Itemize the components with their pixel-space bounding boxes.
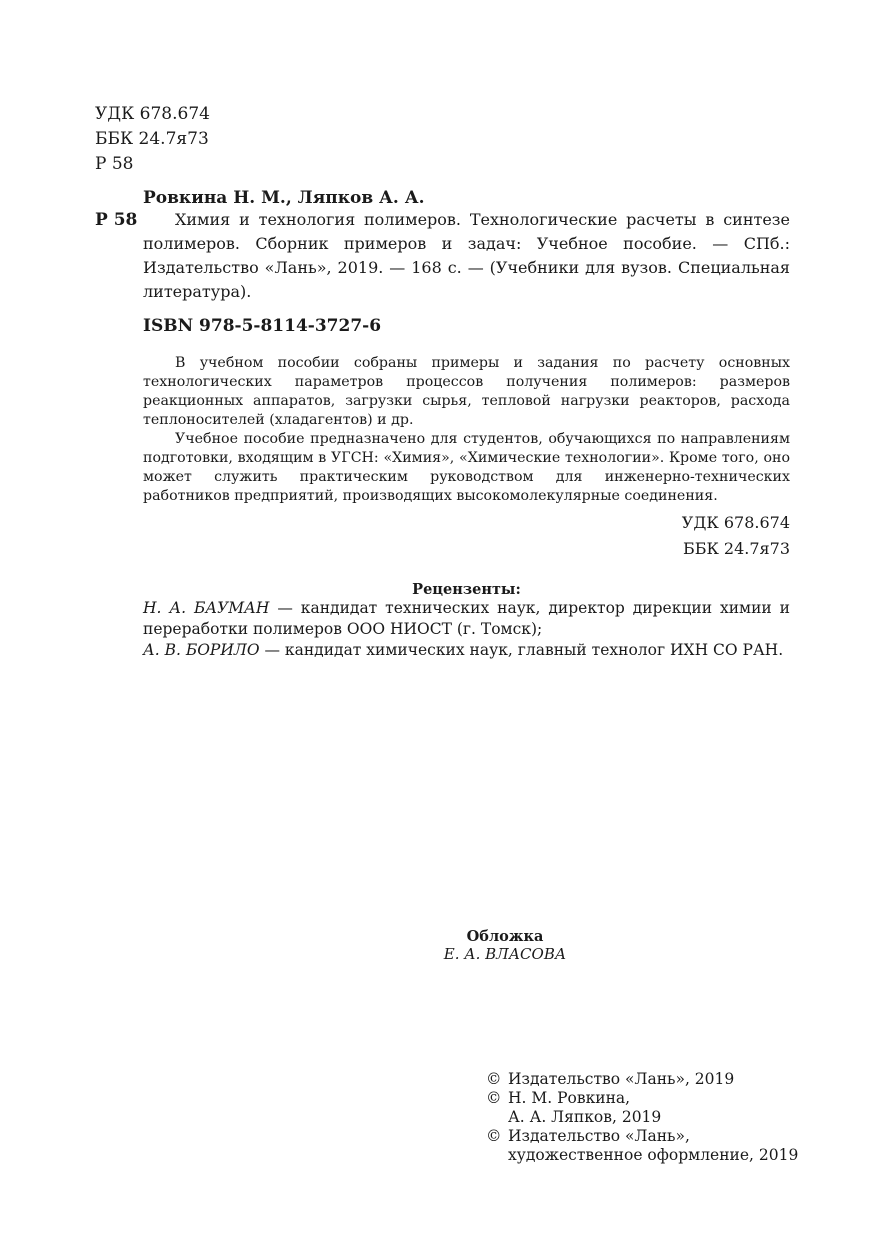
cover-heading: Обложка: [466, 928, 544, 945]
author-mark: Р 58: [95, 154, 134, 174]
entry-authors: Ровкина Н. М., Ляпков А. А.: [143, 188, 425, 208]
entry-author-mark: Р 58: [95, 210, 138, 230]
copyright-line: художественное оформление, 2019: [508, 1146, 799, 1164]
abstract-paragraph-1: В учебном пособии собраны примеры и задания по расчету основных технологических параметров процессов получения полимеров: размеров реакционных аппаратов, загрузки сырья, тепловой нагрузки реакторов, расхода теплоносителей (хладагентов) и др.: [143, 355, 790, 428]
copyright-item: [486, 1089, 798, 1108]
reviewer-name: А. В. БОРИЛО: [143, 641, 260, 659]
copyright-symbol: ©: [486, 1070, 502, 1088]
copyright-symbol: ©: [486, 1127, 502, 1145]
reviewer-name: Н. А. БАУМАН: [143, 599, 270, 617]
copyright-item: [486, 1070, 798, 1089]
reviewer-description: — кандидат химических наук, главный технолог ИХН СО РАН.: [259, 641, 784, 659]
copyright-item-continuation: [486, 1108, 798, 1127]
reviewer-entry: [143, 598, 790, 640]
udk-code: УДК 678.674: [95, 104, 210, 124]
copyright-block: [486, 1070, 798, 1165]
abstract-bbk: ББК 24.7я73: [682, 539, 790, 558]
copyright-symbol: ©: [486, 1089, 502, 1107]
copyright-line: Н. М. Ровкина,: [508, 1089, 631, 1107]
cover-artist: Е. А. ВЛАСОВА: [443, 945, 567, 963]
isbn: ISBN 978-5-8114-3727-6: [143, 316, 382, 336]
copyright-line: А. А. Ляпков, 2019: [508, 1108, 662, 1126]
copyright-item-continuation: [486, 1146, 798, 1165]
abstract-paragraph-2: Учебное пособие предназначено для студентов, обучающихся по направлениям подготовки, входящим в УГСН: «Химия», «Химические технологии». Кроме того, оно может служить практическим руководством для инженерно-технических работников предприятий, производящих высокомолекулярные соединения.: [143, 431, 790, 504]
reviewer-description: — кандидат технических наук, директор дирекции химии и переработки полимеров ООО НИОСТ (г. Томск);: [143, 599, 791, 638]
abstract-udk: УДК 678.674: [681, 513, 790, 532]
reviewers-heading: Рецензенты:: [412, 581, 521, 598]
entry-description: Химия и технология полимеров. Технологические расчеты в синтезе полимеров. Сборник примеров и задач: Учебное пособие. — СПб.: Издательство «Лань», 2019. — 168 с. — (Учебники для вузов. Специальная литература).: [143, 210, 790, 301]
reviewer-entry: [143, 640, 790, 661]
copyright-item: [486, 1127, 798, 1146]
copyright-line: Издательство «Лань», 2019: [508, 1070, 735, 1088]
copyright-line: Издательство «Лань»,: [508, 1127, 690, 1145]
bbk-code: ББК 24.7я73: [95, 129, 209, 149]
